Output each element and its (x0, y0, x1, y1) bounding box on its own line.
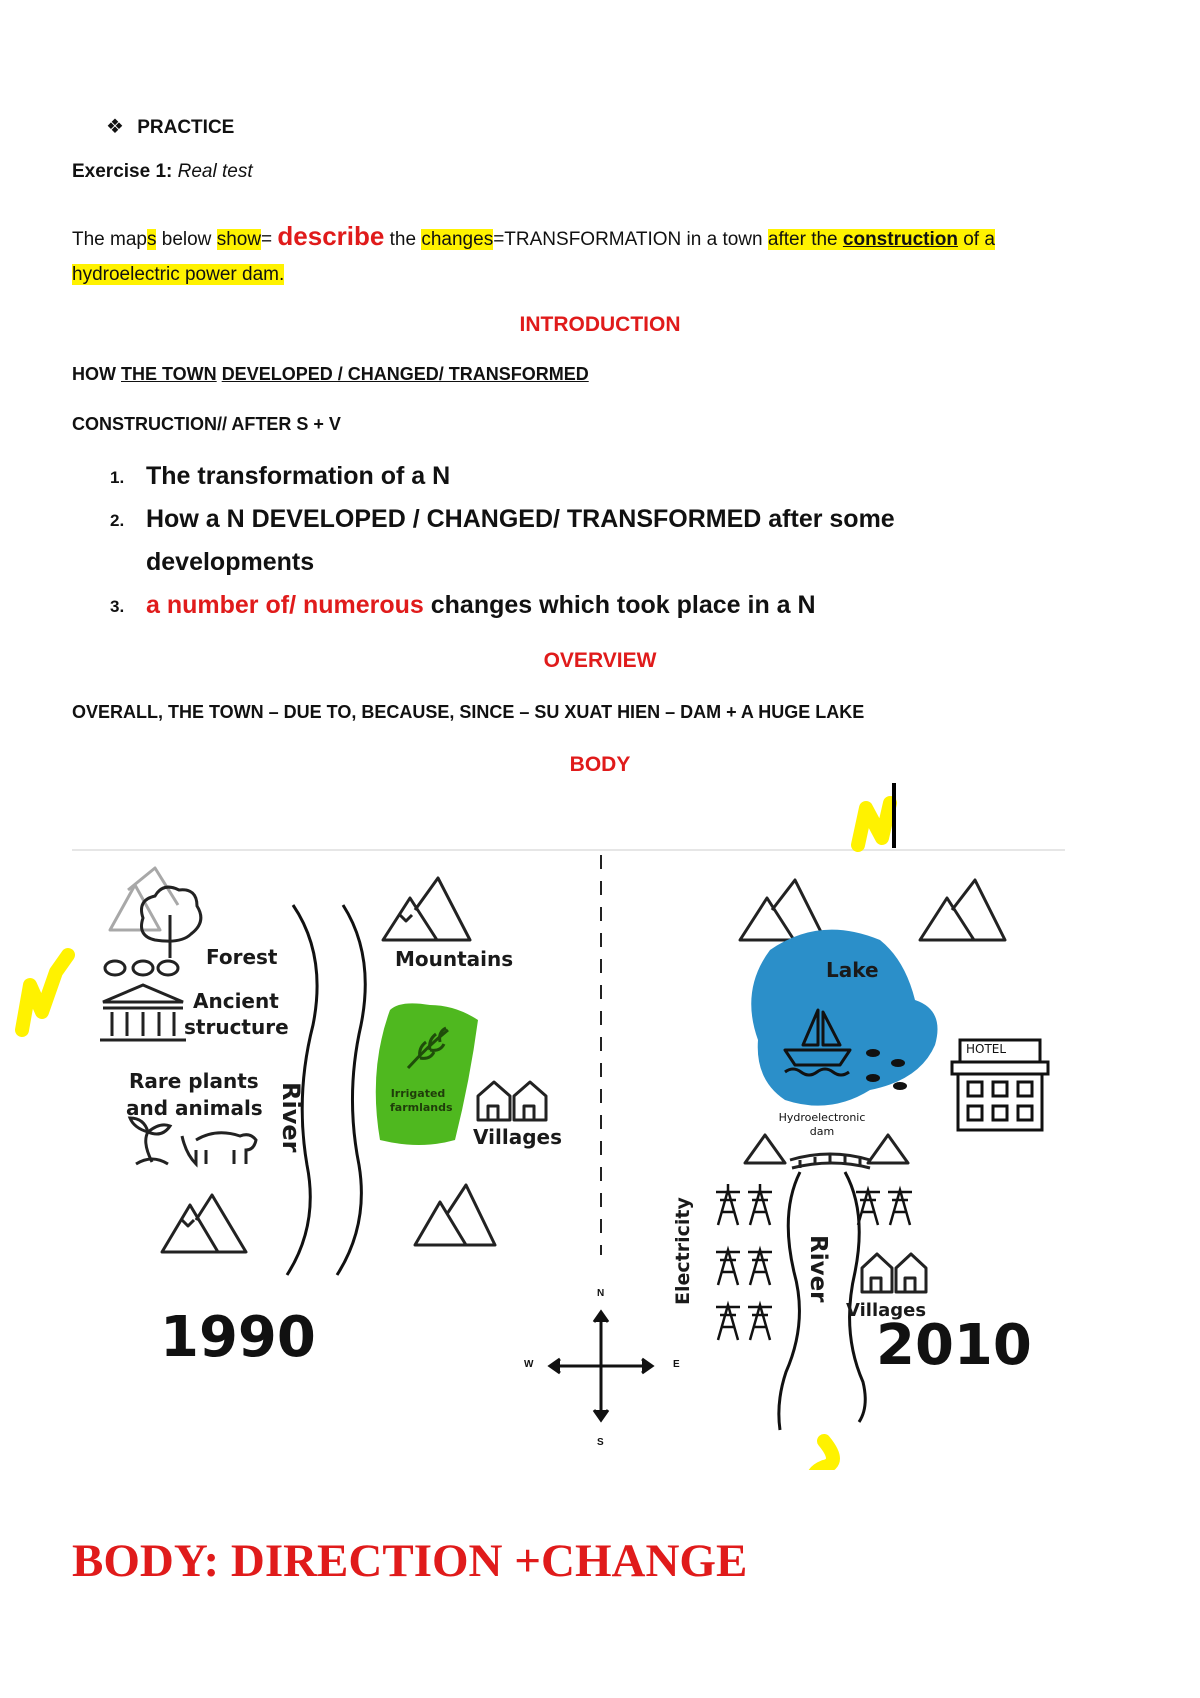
forest-label: Forest (206, 945, 278, 969)
pylon-icon (716, 1184, 740, 1225)
pylon-icon (888, 1190, 912, 1225)
tiger-icon (182, 1133, 256, 1164)
body-direction-change-heading: BODY: DIRECTION +CHANGE (72, 1535, 748, 1587)
task-line-2: hydroelectric power dam. (72, 264, 285, 285)
highlighter-annotation-n (858, 783, 894, 848)
dam-icon (790, 1154, 870, 1168)
list-item: a number of/ numerous changes which took place in a N (146, 591, 816, 619)
mountains-icon (383, 878, 470, 940)
pylon-icon (716, 1305, 740, 1340)
highlighter-annotation-w (22, 955, 68, 1030)
tree-icon (142, 887, 201, 958)
pylon-icon (748, 1184, 772, 1225)
diamond-bullet-icon: ❖ (106, 116, 124, 138)
exercise-line: Exercise 1: Real test (72, 161, 253, 182)
houses-icon (478, 1082, 546, 1120)
year-1990: 1990 (160, 1305, 316, 1370)
farmland-label: Irrigated farmlands (390, 1087, 453, 1114)
overview-text: OVERALL, THE TOWN – DUE TO, BECAUSE, SINCE – SU XUAT HIEN – DAM + A HUGE LAKE (72, 702, 865, 722)
compass-icon (550, 1312, 652, 1420)
pylon-icon (748, 1250, 772, 1285)
maps-figure (0, 780, 1200, 1470)
highlighter-annotation-s (813, 1441, 833, 1470)
body-heading: BODY (569, 753, 631, 776)
clouds-icon (105, 961, 178, 975)
intro-line-2: CONSTRUCTION// AFTER S + V (72, 414, 341, 434)
hotel-sign: HOTEL (966, 1042, 1007, 1056)
plant-icon (130, 1118, 170, 1164)
list-item: How a N DEVELOPED / CHANGED/ TRANSFORMED after some (146, 505, 895, 533)
compass-s-label: S (597, 1437, 604, 1448)
mountain-icon (162, 1195, 246, 1252)
river-2010-label: River (805, 1235, 831, 1303)
forest-mountain-icon (110, 868, 178, 930)
villages-2010-label: Villages (846, 1300, 927, 1321)
rare-plants-label-1: Rare plants (129, 1069, 259, 1093)
compass-w-label: W (524, 1359, 534, 1370)
irrigated-farmland-area (376, 1003, 478, 1145)
houses-icon (862, 1254, 926, 1292)
electricity-label: Electricity (672, 1197, 694, 1305)
mountains-label: Mountains (395, 947, 514, 971)
pylon-icon (856, 1190, 880, 1225)
ancient-structure-label-1: Ancient (193, 989, 279, 1013)
mountain-icon (415, 1185, 495, 1245)
practice-heading: ❖ PRACTICE (106, 116, 235, 138)
compass-e-label: E (673, 1359, 680, 1370)
intro-list: 1. The transformation of a N 2. How a N DEVELOPED / CHANGED/ TRANSFORMED after some developments 3. a number of/ numerous changes which took place in a N (110, 462, 895, 619)
list-item: The transformation of a N (146, 462, 451, 490)
ancient-structure-label-2: structure (184, 1015, 289, 1039)
river-1990-label: River (277, 1082, 305, 1153)
lake-area (751, 930, 937, 1106)
ancient-structure-icon (100, 985, 186, 1040)
introduction-heading: INTRODUCTION (519, 313, 681, 336)
compass-n-label: N (597, 1288, 605, 1299)
intro-line-1: HOW THE TOWN DEVELOPED / CHANGED/ TRANSFORMED (72, 364, 589, 384)
mountains-icon (920, 880, 1005, 940)
year-2010: 2010 (876, 1313, 1032, 1378)
mountains-icon (740, 880, 825, 940)
task-line-1: The maps below show= describe the changes=TRANSFORMATION in a town after the construction of a (72, 221, 995, 251)
lake-label: Lake (826, 958, 879, 982)
list-item-continued: developments (146, 548, 315, 576)
villages-1990-label: Villages (473, 1125, 562, 1149)
dam-mountains-icon (745, 1135, 908, 1163)
rare-plants-label-2: and animals (126, 1096, 263, 1120)
pylon-icon (716, 1250, 740, 1285)
pylon-icon (748, 1305, 772, 1340)
dam-label: Hydroelectronic dam (778, 1111, 866, 1138)
overview-heading: OVERVIEW (543, 649, 657, 672)
